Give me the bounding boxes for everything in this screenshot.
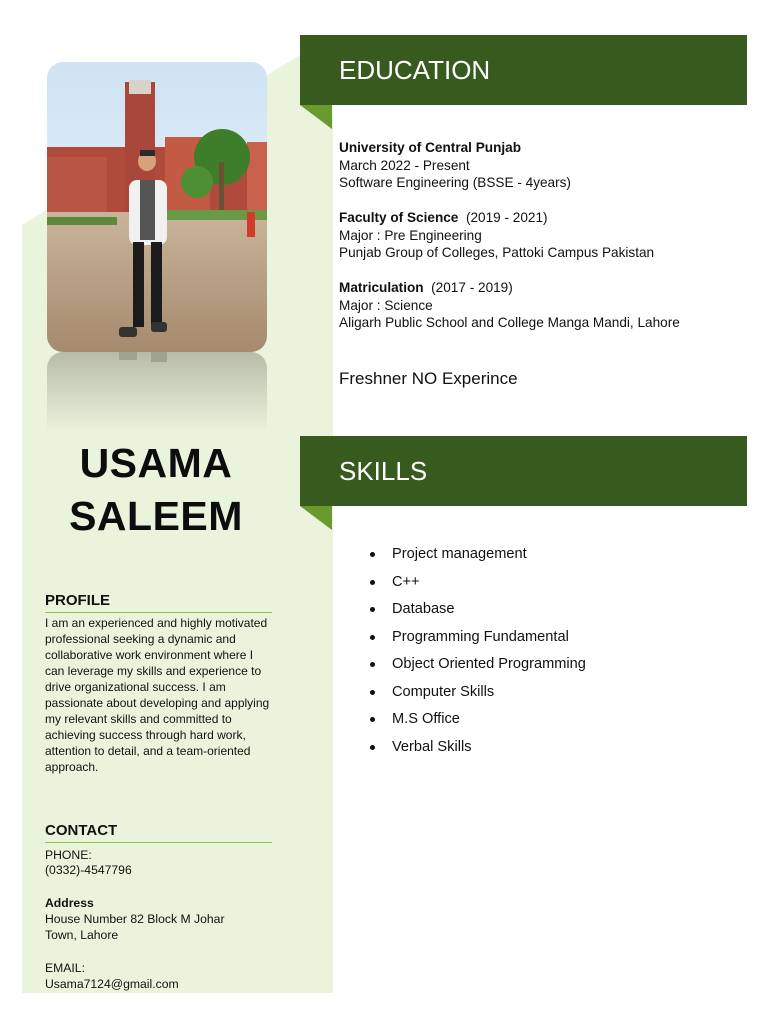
education-heading: EDUCATION: [339, 55, 491, 85]
phone-label: PHONE:: [45, 848, 92, 862]
education-entry: [339, 209, 654, 262]
address-line-2: Town, Lahore: [45, 928, 119, 942]
profile-text: I am an experienced and highly motivated professional seeking a dynamic and collaborative work environment where I can leverage my skills and experience to drive organizational success. I am passionate about developing and applying my relevant skills and committed to achieving success through hard work, attention to detail, and a team-oriented approach.: [45, 616, 270, 774]
email-label: EMAIL:: [45, 961, 85, 975]
skill-item: M.S Office: [370, 706, 586, 734]
education-entry: [339, 279, 680, 332]
profile-photo-reflection: [47, 352, 267, 432]
education-line: Software Engineering (BSSE - 4years): [339, 175, 571, 191]
email-value[interactable]: Usama7124@gmail.com: [45, 977, 179, 991]
education-institution: Faculty of Science: [339, 210, 459, 225]
skills-heading: SKILLS: [339, 456, 428, 486]
skill-item: Computer Skills: [370, 679, 586, 707]
skill-item: Project management: [370, 541, 586, 569]
skill-item: Object Oriented Programming: [370, 651, 586, 679]
skills-banner: [300, 436, 747, 506]
profile-photo: [47, 62, 267, 352]
education-dates: (2017 - 2019): [431, 280, 513, 295]
skill-item: Database: [370, 596, 586, 624]
skill-item: C++: [370, 569, 586, 597]
education-line: Aligarh Public School and College Manga Mandi, Lahore: [339, 315, 680, 331]
phone-value: (0332)-4547796: [45, 863, 132, 877]
education-institution: Matriculation: [339, 280, 424, 295]
skills-banner-fold: [300, 506, 332, 530]
education-banner-fold: [300, 105, 332, 129]
profile-heading: PROFILE: [45, 592, 272, 613]
skills-list: [370, 541, 586, 761]
education-banner: [300, 35, 747, 105]
education-dates: (2019 - 2021): [465, 210, 548, 225]
last-name: SALEEM: [69, 493, 243, 539]
education-line: Major : Science: [339, 297, 433, 313]
education-institution: University of Central Punjab: [339, 140, 522, 155]
skill-item: Programming Fundamental: [370, 624, 586, 652]
experience-text: Freshner NO Experince: [339, 369, 518, 388]
address-label: Address: [45, 896, 94, 910]
education-line: March 2022 - Present: [339, 157, 470, 173]
education-line: Major : Pre Engineering: [339, 227, 482, 243]
address-line-1: House Number 82 Block M Johar: [45, 912, 225, 926]
skill-item: Verbal Skills: [370, 734, 586, 762]
education-line: Punjab Group of Colleges, Pattoki Campus Pakistan: [339, 245, 655, 261]
education-entry: [339, 139, 571, 192]
contact-heading: CONTACT: [45, 822, 272, 843]
first-name: USAMA: [79, 440, 233, 486]
